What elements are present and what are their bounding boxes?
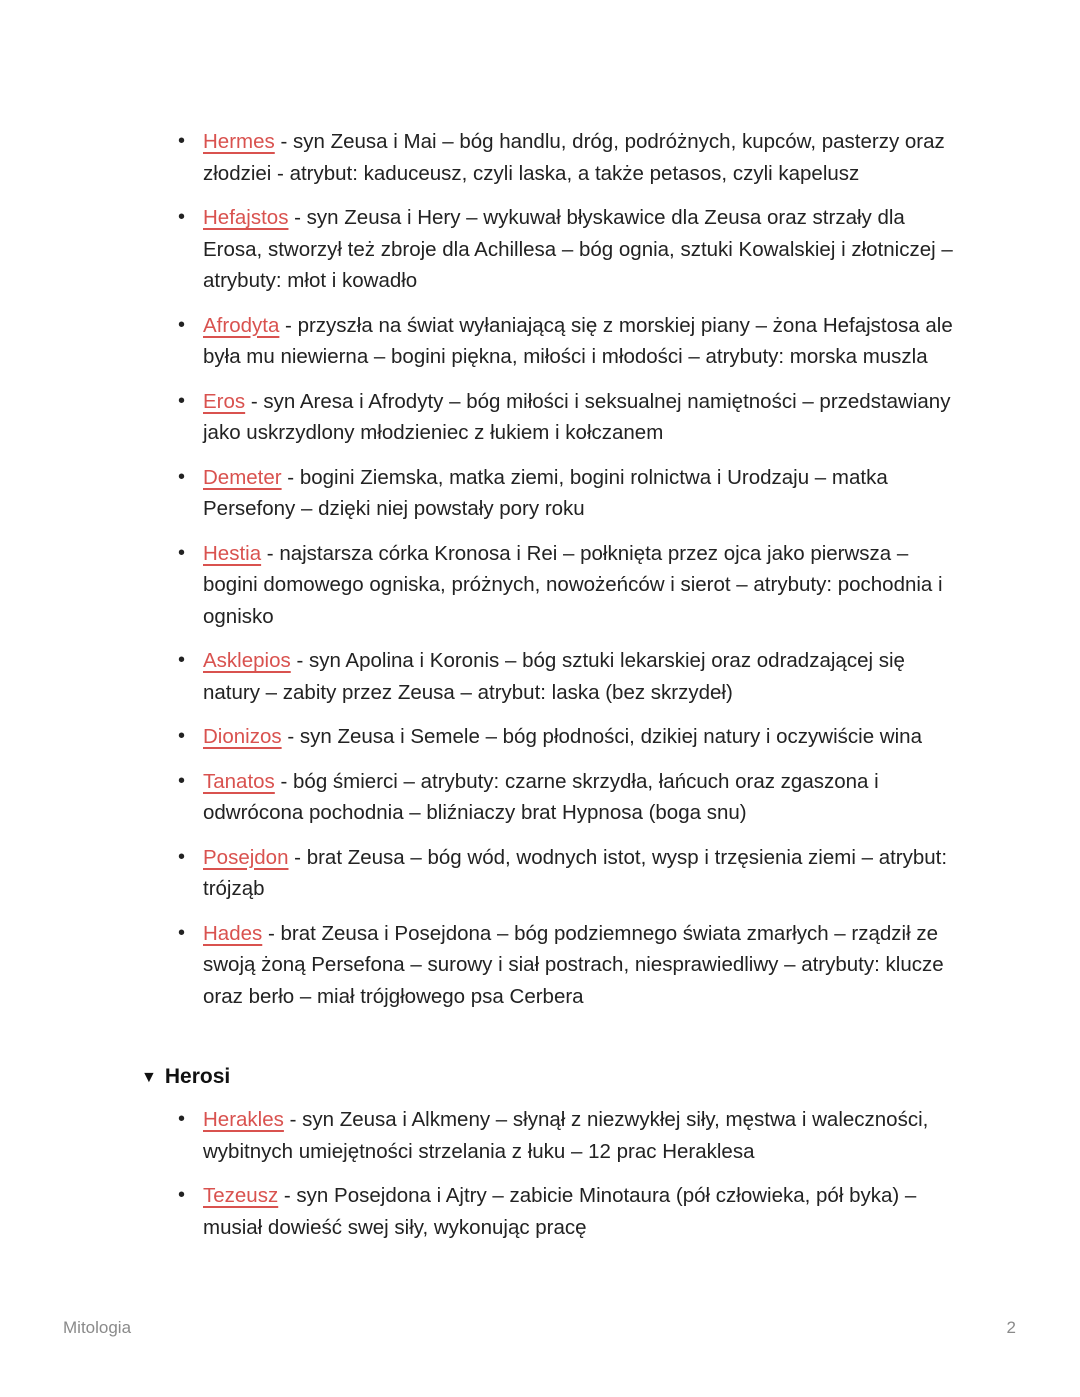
item-description: - bogini Ziemska, matka ziemi, bogini rolnictwa i Urodzaju – matka Persefony – dzięki niej powstały pory roku (203, 465, 888, 520)
item-description: - syn Zeusa i Hery – wykuwał błyskawice dla Zeusa oraz strzały dla Erosa, stworzył też zbroje dla Achillesa – bóg ognia, sztuki Kowalskiej i złotniczej – atrybuty: młot i kowadło (203, 206, 953, 292)
item-description: - przyszła na świat wyłaniającą się z morskiej piany – żona Hefajstosa ale była mu niewierna – bogini piękna, miłości i młodości – atrybuty: morska muszla (203, 313, 953, 368)
god-link-posejdon[interactable]: Posejdon (203, 845, 289, 869)
god-link-demeter[interactable]: Demeter (203, 465, 282, 489)
hero-link-herakles[interactable]: Herakles (203, 1108, 284, 1131)
bullet-icon: • (178, 1184, 186, 1206)
list-item (178, 721, 955, 753)
god-link-hefajstos[interactable]: Hefajstos (203, 206, 289, 229)
god-link-hermes[interactable]: Hermes (203, 130, 275, 153)
list-item (178, 202, 955, 297)
list-item (178, 842, 955, 905)
bullet-icon: • (178, 649, 186, 671)
bullet-icon: • (178, 1108, 186, 1130)
gods-list (178, 126, 955, 1025)
heroes-list (178, 1104, 955, 1256)
bullet-icon: • (178, 725, 186, 747)
item-description: - syn Aresa i Afrodyty – bóg miłości i seksualnej namiętności – przedstawiany jako uskrzydlony młodzieniec z łukiem i kołczanem (203, 389, 951, 444)
god-link-hades[interactable]: Hades (203, 921, 263, 945)
bullet-icon: • (178, 921, 186, 944)
bullet-icon: • (178, 769, 186, 792)
item-description: - syn Posejdona i Ajtry – zabicie Minotaura (pół człowieka, pół byka) – musiał dowieść swej siły, wykonując pracę (203, 1184, 917, 1239)
item-description: - syn Zeusa i Semele – bóg płodności, dzikiej natury i oczywiście wina (281, 725, 922, 748)
item-description: - bóg śmierci – atrybuty: czarne skrzydła, łańcuch oraz zgaszona i odwrócona pochodnia – bliźniaczy brat Hypnosa (boga snu) (203, 769, 879, 824)
bullet-icon: • (178, 541, 186, 564)
list-item (178, 1104, 955, 1167)
item-description: - brat Zeusa i Posejdona – bóg podziemnego świata zmarłych – rządził ze swoją żoną Persefona – surowy i siał postrach, niesprawiedliwy – atrybuty: klucze oraz berło – miał trójgłowego psa Cerbera (203, 921, 944, 1008)
item-description: - syn Apolina i Koronis – bóg sztuki lekarskiej oraz odradzającej się natury – zabity przez Zeusa – atrybut: laska (bez skrzydeł) (203, 649, 905, 704)
list-item (178, 386, 955, 449)
list-item (178, 126, 955, 189)
bullet-icon: • (178, 389, 186, 412)
item-description: - syn Zeusa i Alkmeny – słynął z niezwykłej siły, męstwa i waleczności, wybitnych umiejętności strzelania z łuku – 12 prac Heraklesa (203, 1108, 929, 1163)
bullet-icon: • (178, 845, 186, 868)
item-description: - najstarsza córka Kronosa i Rei – połknięta przez ojca jako pierwsza – bogini domowego ogniska, próżnych, nowożeńców i sierot – atrybuty: pochodnia i ognisko (203, 541, 943, 628)
list-item (178, 538, 955, 633)
list-item (178, 310, 955, 373)
list-item (178, 766, 955, 829)
god-link-eros[interactable]: Eros (203, 389, 246, 413)
god-link-afrodyta[interactable]: Afrodyta (203, 313, 280, 337)
item-description: - brat Zeusa – bóg wód, wodnych istot, wysp i trzęsienia ziemi – atrybut: trójząb (203, 845, 948, 900)
hero-link-tezeusz[interactable]: Tezeusz (203, 1184, 279, 1207)
god-link-hestia[interactable]: Hestia (203, 541, 262, 565)
section-heading-title: Herosi (164, 1065, 231, 1088)
list-item (178, 1180, 955, 1243)
bullet-icon: • (178, 465, 186, 488)
bullet-icon: • (178, 130, 186, 152)
footer-page-number: 2 (1006, 1318, 1016, 1337)
heroes-section-toggle[interactable] (141, 1061, 230, 1093)
list-item (178, 918, 955, 1013)
god-link-dionizos[interactable]: Dionizos (203, 725, 282, 748)
footer-document-title: Mitologia (63, 1318, 132, 1337)
triangle-down-icon: ▼ (141, 1069, 157, 1086)
god-link-tanatos[interactable]: Tanatos (203, 769, 275, 793)
god-link-asklepios[interactable]: Asklepios (203, 649, 291, 672)
list-item (178, 645, 955, 708)
bullet-icon: • (178, 206, 186, 228)
list-item (178, 462, 955, 525)
item-description: - syn Zeusa i Mai – bóg handlu, dróg, podróżnych, kupców, pasterzy oraz złodziei - atrybut: kaduceusz, czyli laska, a także petasos, czyli kapelusz (203, 130, 945, 185)
bullet-icon: • (178, 313, 186, 336)
